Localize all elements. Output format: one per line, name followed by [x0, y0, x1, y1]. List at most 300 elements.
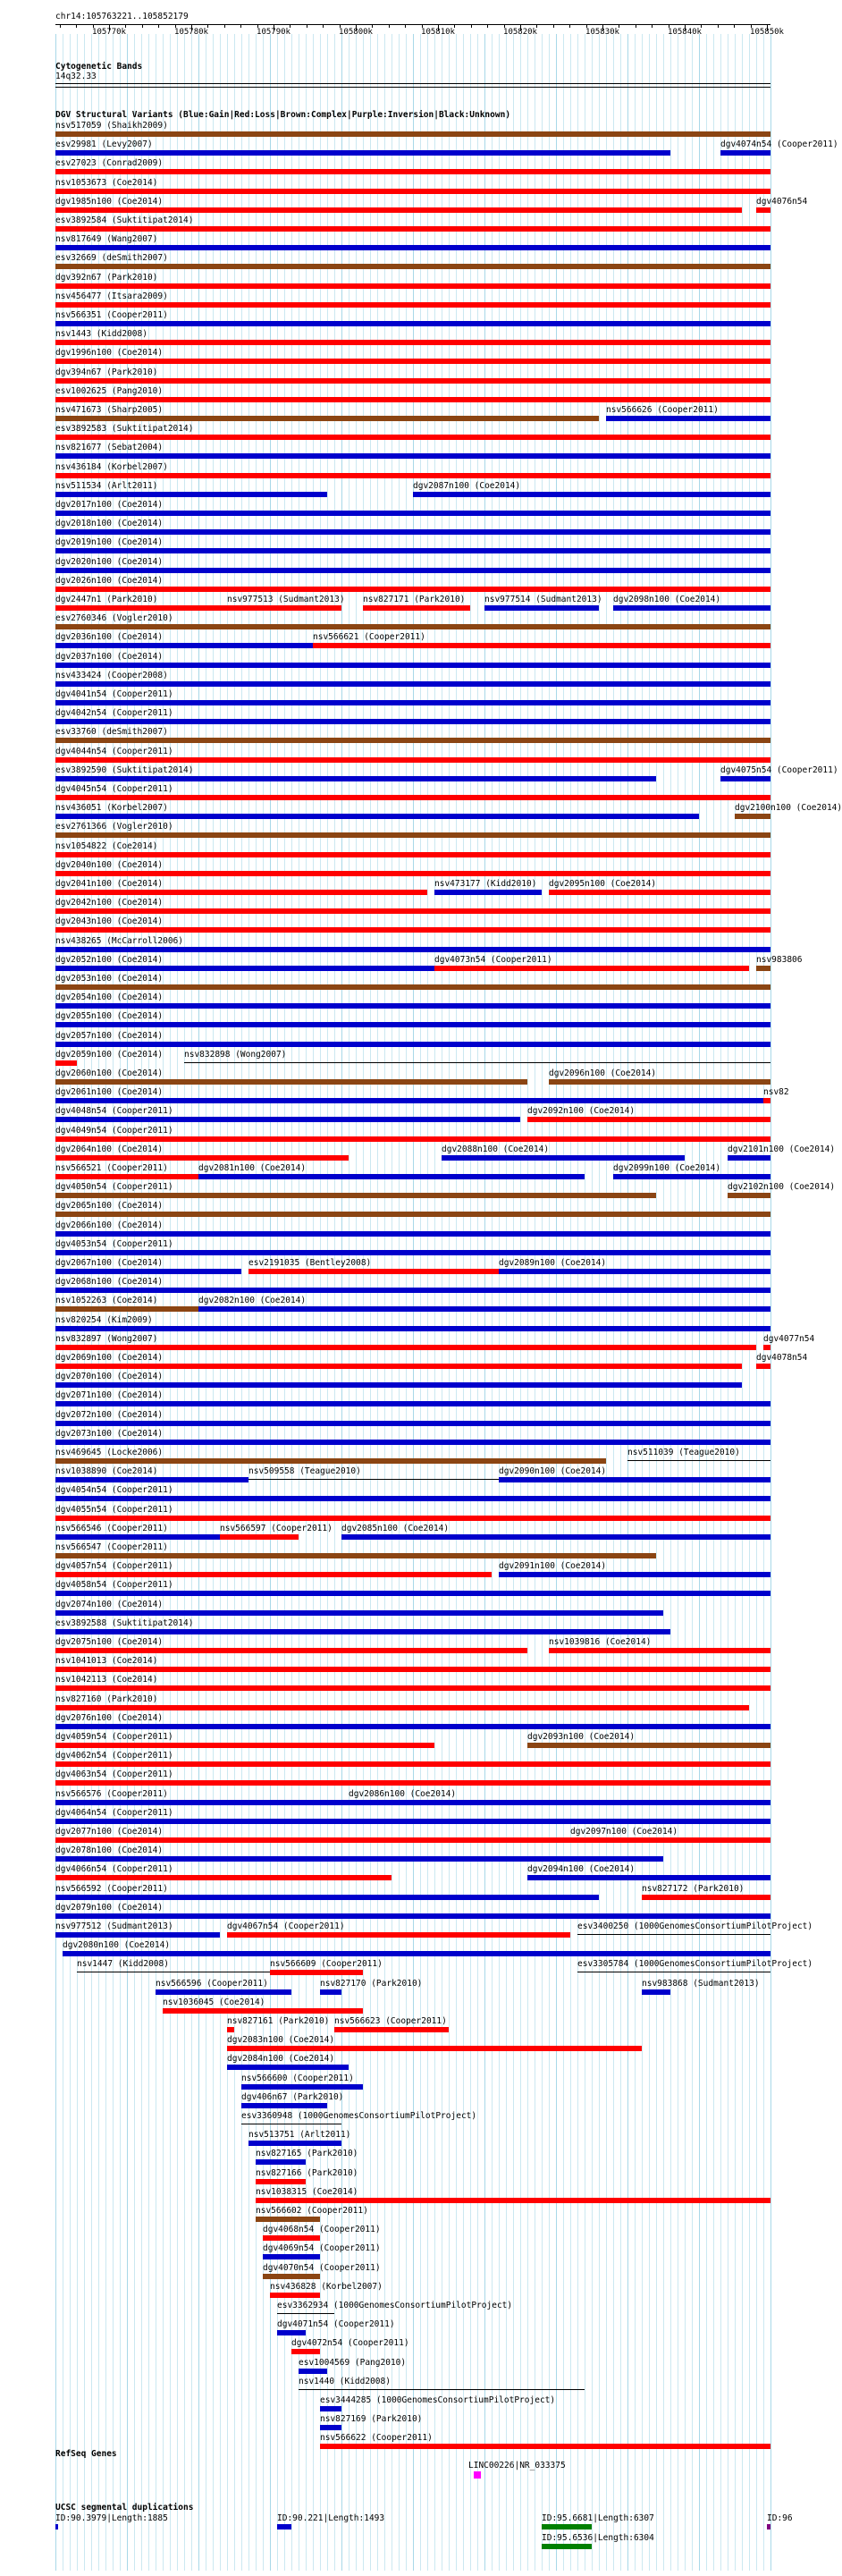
sv-feature-label[interactable]: nsv566547 (Cooper2011) — [55, 1542, 168, 1552]
sv-feature-label[interactable]: dgv4042n54 (Cooper2011) — [55, 708, 173, 718]
sv-feature-label[interactable]: nsv827170 (Park2010) — [320, 1979, 423, 1989]
sv-feature-label[interactable]: esv3444285 (1000GenomesConsortiumPilotProject) — [320, 2395, 556, 2405]
sv-feature-bar[interactable] — [627, 1460, 770, 1461]
sv-feature-label[interactable]: dgv2077n100 (Coe2014) — [55, 1827, 164, 1837]
sv-feature-label[interactable]: nsv436184 (Korbel2007) — [55, 462, 168, 472]
sv-feature-bar[interactable] — [55, 568, 770, 573]
sv-feature-bar[interactable] — [55, 1440, 770, 1445]
sv-feature-label[interactable]: nsv511039 (Teague2010) — [627, 1448, 740, 1457]
sv-feature-label[interactable]: dgv4050n54 (Cooper2011) — [55, 1182, 173, 1192]
sv-feature-bar[interactable] — [55, 226, 770, 232]
sv-feature-bar[interactable] — [527, 1117, 770, 1122]
sv-feature-label[interactable]: nsv433424 (Cooper2008) — [55, 671, 168, 680]
sv-feature-bar[interactable] — [570, 1837, 770, 1843]
sv-feature-label[interactable]: esv32669 (deSmith2007) — [55, 253, 168, 263]
sv-feature-label[interactable]: esv3360948 (1000GenomesConsortiumPilotProject) — [241, 2111, 477, 2121]
sv-feature-bar[interactable] — [55, 321, 770, 326]
sv-feature-label[interactable]: nsv827171 (Park2010) — [363, 595, 466, 604]
sv-feature-bar[interactable] — [55, 283, 770, 289]
sv-feature-label[interactable]: nsv566546 (Cooper2011) — [55, 1524, 168, 1533]
sv-feature-bar[interactable] — [642, 1989, 670, 1995]
sv-feature-bar[interactable] — [55, 1705, 749, 1710]
segdup-label[interactable]: ID:90.3979|Length:1885 — [55, 2513, 168, 2523]
sv-feature-bar[interactable] — [227, 2065, 349, 2070]
sv-feature-label[interactable]: dgv4064n54 (Cooper2011) — [55, 1808, 173, 1818]
sv-feature-bar[interactable] — [55, 795, 770, 800]
sv-feature-bar[interactable] — [55, 832, 770, 838]
sv-feature-label[interactable]: dgv4071n54 (Cooper2011) — [277, 2319, 395, 2329]
sv-feature-label[interactable]: nsv566623 (Cooper2011) — [334, 2016, 447, 2026]
sv-feature-label[interactable]: dgv4059n54 (Cooper2011) — [55, 1732, 173, 1742]
sv-feature-label[interactable]: dgv2057n100 (Coe2014) — [55, 1031, 164, 1041]
sv-feature-bar[interactable] — [55, 1477, 248, 1482]
sv-feature-bar[interactable] — [256, 2217, 320, 2222]
sv-feature-label[interactable]: esv3892583 (Suktitipat2014) — [55, 424, 194, 434]
sv-feature-bar[interactable] — [55, 453, 770, 459]
sv-feature-label[interactable]: dgv4055n54 (Cooper2011) — [55, 1505, 173, 1515]
segdup-bar[interactable] — [767, 2524, 770, 2530]
sv-feature-bar[interactable] — [499, 1269, 770, 1274]
sv-feature-bar[interactable] — [270, 2293, 320, 2298]
sv-feature-bar[interactable] — [184, 1062, 770, 1063]
sv-feature-bar[interactable] — [55, 1231, 770, 1237]
sv-feature-bar[interactable] — [320, 1989, 341, 1995]
sv-feature-label[interactable]: dgv4077n54 — [763, 1334, 815, 1344]
sv-feature-bar[interactable] — [756, 966, 770, 971]
sv-feature-bar[interactable] — [55, 738, 770, 743]
sv-feature-bar[interactable] — [55, 908, 770, 914]
sv-feature-label[interactable]: dgv2066n100 (Coe2014) — [55, 1220, 164, 1230]
sv-feature-bar[interactable] — [55, 416, 599, 421]
sv-feature-label[interactable]: dgv2082n100 (Coe2014) — [198, 1296, 307, 1305]
sv-feature-label[interactable]: dgv4068n54 (Cooper2011) — [263, 2225, 381, 2234]
sv-feature-bar[interactable] — [256, 2159, 306, 2165]
sv-feature-label[interactable]: dgv4076n54 — [756, 197, 808, 207]
sv-feature-bar[interactable] — [763, 1345, 770, 1350]
sv-feature-bar[interactable] — [277, 2313, 334, 2314]
sv-feature-bar[interactable] — [313, 643, 770, 648]
sv-feature-label[interactable]: nsv1041013 (Coe2014) — [55, 1656, 158, 1666]
sv-feature-bar[interactable] — [55, 131, 770, 137]
sv-feature-label[interactable]: esv1002625 (Pang2010) — [55, 386, 164, 396]
sv-feature-bar[interactable] — [613, 1174, 770, 1179]
sv-feature-label[interactable]: dgv4058n54 (Cooper2011) — [55, 1580, 173, 1590]
sv-feature-label[interactable]: dgv2017n100 (Coe2014) — [55, 500, 164, 510]
sv-feature-bar[interactable] — [363, 605, 470, 611]
sv-feature-bar[interactable] — [499, 1477, 770, 1482]
sv-feature-label[interactable]: nsv566600 (Cooper2011) — [241, 2073, 354, 2083]
sv-feature-label[interactable]: dgv4045n54 (Cooper2011) — [55, 784, 173, 794]
sv-feature-label[interactable]: dgv4053n54 (Cooper2011) — [55, 1239, 173, 1249]
sv-feature-label[interactable]: nsv566592 (Cooper2011) — [55, 1884, 168, 1894]
sv-feature-bar[interactable] — [527, 1875, 770, 1880]
sv-feature-bar[interactable] — [55, 1875, 392, 1880]
sv-feature-bar[interactable] — [241, 2084, 363, 2090]
sv-feature-label[interactable]: dgv2019n100 (Coe2014) — [55, 537, 164, 547]
sv-feature-label[interactable]: nsv820254 (Kim2009) — [55, 1315, 153, 1325]
segdup-bar[interactable] — [542, 2524, 592, 2530]
sv-feature-label[interactable]: dgv2071n100 (Coe2014) — [55, 1390, 164, 1400]
sv-feature-label[interactable]: esv3305784 (1000GenomesConsortiumPilotProject) — [577, 1959, 813, 1969]
sv-feature-bar[interactable] — [55, 1155, 349, 1161]
sv-feature-label[interactable]: nsv566576 (Cooper2011) — [55, 1789, 168, 1799]
sv-feature-bar[interactable] — [198, 1306, 770, 1312]
sv-feature-bar[interactable] — [55, 947, 770, 952]
sv-feature-label[interactable]: nsv1036045 (Coe2014) — [163, 1997, 265, 2007]
sv-feature-bar[interactable] — [55, 1458, 606, 1464]
sv-feature-bar[interactable] — [248, 2141, 341, 2146]
sv-feature-bar[interactable] — [549, 1648, 770, 1653]
sv-feature-label[interactable]: esv3892584 (Suktitipat2014) — [55, 215, 194, 225]
sv-feature-bar[interactable] — [55, 1193, 656, 1198]
sv-feature-bar[interactable] — [549, 890, 770, 895]
sv-feature-bar[interactable] — [55, 1913, 770, 1919]
sv-feature-label[interactable]: dgv2093n100 (Coe2014) — [527, 1732, 636, 1742]
sv-feature-label[interactable]: dgv2020n100 (Coe2014) — [55, 557, 164, 567]
sv-feature-bar[interactable] — [55, 663, 770, 668]
sv-feature-bar[interactable] — [55, 529, 770, 535]
sv-feature-label[interactable]: nsv827161 (Park2010) — [227, 2016, 330, 2026]
sv-feature-label[interactable]: esv2191035 (Bentley2008) — [248, 1258, 372, 1268]
sv-feature-label[interactable]: dgv406n67 (Park2010) — [241, 2092, 344, 2102]
sv-feature-label[interactable]: dgv2018n100 (Coe2014) — [55, 519, 164, 528]
sv-feature-label[interactable]: nsv821677 (Sebat2004) — [55, 443, 164, 452]
segdup-label[interactable]: ID:96 — [767, 2513, 793, 2523]
sv-feature-label[interactable]: dgv2052n100 (Coe2014) — [55, 955, 164, 965]
sv-feature-bar[interactable] — [499, 1572, 770, 1577]
sv-feature-label[interactable]: dgv4078n54 — [756, 1353, 808, 1363]
sv-feature-label[interactable]: dgv4069n54 (Cooper2011) — [263, 2243, 381, 2253]
sv-feature-bar[interactable] — [55, 966, 434, 971]
sv-feature-label[interactable]: dgv2076n100 (Coe2014) — [55, 1713, 164, 1723]
sv-feature-label[interactable]: dgv4067n54 (Cooper2011) — [227, 1921, 345, 1931]
sv-feature-label[interactable]: esv2760346 (Vogler2010) — [55, 613, 173, 623]
sv-feature-bar[interactable] — [55, 397, 770, 402]
sv-feature-bar[interactable] — [613, 605, 770, 611]
sv-feature-label[interactable]: dgv2055n100 (Coe2014) — [55, 1011, 164, 1021]
sv-feature-bar[interactable] — [55, 492, 327, 497]
sv-feature-bar[interactable] — [55, 1648, 527, 1653]
segdup-label[interactable]: ID:90.221|Length:1493 — [277, 2513, 385, 2523]
sv-feature-label[interactable]: dgv2073n100 (Coe2014) — [55, 1429, 164, 1439]
sv-feature-bar[interactable] — [720, 776, 770, 781]
sv-feature-bar[interactable] — [55, 1837, 570, 1843]
sv-feature-bar[interactable] — [227, 2027, 234, 2032]
sv-feature-bar[interactable] — [55, 1022, 770, 1027]
sv-feature-bar[interactable] — [55, 189, 770, 194]
sv-feature-bar[interactable] — [55, 264, 770, 269]
segdup-label[interactable]: ID:95.6681|Length:6307 — [542, 2513, 654, 2523]
sv-feature-bar[interactable] — [413, 492, 770, 497]
sv-feature-bar[interactable] — [349, 1800, 770, 1805]
sv-feature-bar[interactable] — [291, 2349, 320, 2354]
sv-feature-label[interactable]: nsv566602 (Cooper2011) — [256, 2206, 368, 2216]
sv-feature-label[interactable]: dgv2097n100 (Coe2014) — [570, 1827, 678, 1837]
sv-feature-label[interactable]: nsv566597 (Cooper2011) — [220, 1524, 333, 1533]
sv-feature-bar[interactable] — [55, 1326, 770, 1331]
sv-feature-label[interactable]: esv3400250 (1000GenomesConsortiumPilotProject) — [577, 1921, 813, 1931]
sv-feature-bar[interactable] — [756, 207, 770, 213]
sv-feature-label[interactable]: dgv4062n54 (Cooper2011) — [55, 1751, 173, 1761]
sv-feature-bar[interactable] — [55, 643, 313, 648]
sv-feature-label[interactable]: nsv1440 (Kidd2008) — [299, 2377, 391, 2386]
sv-feature-label[interactable]: nsv1443 (Kidd2008) — [55, 329, 147, 339]
sv-feature-label[interactable]: dgv2043n100 (Coe2014) — [55, 916, 164, 926]
sv-feature-label[interactable]: nsv509558 (Teague2010) — [248, 1466, 361, 1476]
sv-feature-bar[interactable] — [55, 1306, 198, 1312]
sv-feature-label[interactable]: esv3362934 (1000GenomesConsortiumPilotProject) — [277, 2301, 513, 2310]
sv-feature-label[interactable]: nsv977513 (Sudmant2013) — [227, 595, 345, 604]
sv-feature-bar[interactable] — [55, 1042, 770, 1047]
sv-feature-bar[interactable] — [55, 1932, 220, 1938]
sv-feature-label[interactable]: nsv1447 (Kidd2008) — [77, 1959, 169, 1969]
sv-feature-label[interactable]: dgv2037n100 (Coe2014) — [55, 652, 164, 662]
sv-feature-label[interactable]: dgv2041n100 (Coe2014) — [55, 879, 164, 889]
sv-feature-bar[interactable] — [55, 1895, 599, 1900]
sv-feature-bar[interactable] — [549, 1079, 770, 1085]
sv-feature-bar[interactable] — [55, 150, 670, 156]
sv-feature-label[interactable]: dgv2092n100 (Coe2014) — [527, 1106, 636, 1116]
sv-feature-label[interactable]: dgv2090n100 (Coe2014) — [499, 1466, 607, 1476]
sv-feature-bar[interactable] — [227, 605, 341, 611]
refseq-gene-label[interactable]: LINC00226|NR_033375 — [468, 2461, 566, 2470]
sv-feature-bar[interactable] — [55, 1856, 663, 1862]
sv-feature-bar[interactable] — [241, 2103, 327, 2108]
sv-feature-label[interactable]: nsv456477 (Itsara2009) — [55, 291, 168, 301]
sv-feature-label[interactable]: dgv2094n100 (Coe2014) — [527, 1864, 636, 1874]
sv-feature-bar[interactable] — [248, 1269, 499, 1274]
sv-feature-label[interactable]: esv27023 (Conrad2009) — [55, 158, 164, 168]
sv-feature-label[interactable]: dgv2091n100 (Coe2014) — [499, 1561, 607, 1571]
sv-feature-label[interactable]: dgv2101n100 (Coe2014) — [728, 1144, 836, 1154]
sv-feature-bar[interactable] — [55, 927, 770, 933]
sv-feature-bar[interactable] — [55, 302, 770, 308]
sv-feature-label[interactable]: dgv2102n100 (Coe2014) — [728, 1182, 836, 1192]
segdup-bar[interactable] — [277, 2524, 291, 2530]
sv-feature-label[interactable]: nsv1038890 (Coe2014) — [55, 1466, 158, 1476]
sv-feature-bar[interactable] — [334, 2027, 449, 2032]
sv-feature-bar[interactable] — [55, 1288, 770, 1293]
sv-feature-bar[interactable] — [55, 1174, 198, 1179]
sv-feature-bar[interactable] — [55, 435, 770, 440]
sv-feature-label[interactable]: dgv2026n100 (Coe2014) — [55, 576, 164, 586]
sv-feature-bar[interactable] — [299, 2369, 327, 2374]
sv-feature-bar[interactable] — [55, 1685, 770, 1691]
sv-feature-bar[interactable] — [55, 1610, 663, 1616]
sv-feature-label[interactable]: dgv2079n100 (Coe2014) — [55, 1903, 164, 1913]
sv-feature-bar[interactable] — [720, 150, 770, 156]
sv-feature-label[interactable]: dgv2072n100 (Coe2014) — [55, 1410, 164, 1420]
sv-feature-bar[interactable] — [320, 2425, 341, 2430]
sv-feature-bar[interactable] — [527, 1743, 770, 1748]
sv-feature-bar[interactable] — [227, 2046, 642, 2051]
sv-feature-label[interactable]: esv33760 (deSmith2007) — [55, 727, 168, 737]
sv-feature-label[interactable]: dgv2061n100 (Coe2014) — [55, 1087, 164, 1097]
sv-feature-bar[interactable] — [577, 1934, 770, 1935]
sv-feature-label[interactable]: dgv2078n100 (Coe2014) — [55, 1845, 164, 1855]
sv-feature-label[interactable]: nsv977512 (Sudmant2013) — [55, 1921, 173, 1931]
sv-feature-label[interactable]: dgv4073n54 (Cooper2011) — [434, 955, 552, 965]
sv-feature-bar[interactable] — [735, 814, 770, 819]
sv-feature-bar[interactable] — [163, 2008, 363, 2014]
sv-feature-bar[interactable] — [55, 890, 427, 895]
sv-feature-label[interactable]: dgv2070n100 (Coe2014) — [55, 1372, 164, 1381]
sv-feature-label[interactable]: dgv2064n100 (Coe2014) — [55, 1144, 164, 1154]
sv-feature-label[interactable]: dgv4075n54 (Cooper2011) — [720, 765, 838, 775]
sv-feature-label[interactable]: dgv4074n54 (Cooper2011) — [720, 139, 838, 149]
sv-feature-label[interactable]: dgv4057n54 (Cooper2011) — [55, 1561, 173, 1571]
sv-feature-label[interactable]: dgv392n67 (Park2010) — [55, 273, 158, 283]
sv-feature-label[interactable]: dgv4049n54 (Cooper2011) — [55, 1126, 173, 1136]
sv-feature-label[interactable]: dgv2069n100 (Coe2014) — [55, 1353, 164, 1363]
sv-feature-label[interactable]: nsv977514 (Sudmant2013) — [484, 595, 602, 604]
sv-feature-bar[interactable] — [55, 587, 770, 592]
sv-feature-label[interactable]: dgv2087n100 (Coe2014) — [413, 481, 521, 491]
sv-feature-bar[interactable] — [55, 207, 742, 213]
sv-feature-label[interactable]: nsv566596 (Cooper2011) — [156, 1979, 268, 1989]
sv-feature-label[interactable]: nsv513751 (Arlt2011) — [248, 2130, 351, 2140]
sv-feature-label[interactable]: dgv2100n100 (Coe2014) — [735, 803, 842, 813]
sv-feature-bar[interactable] — [55, 1743, 434, 1748]
sv-feature-bar[interactable] — [642, 1895, 770, 1900]
sv-feature-label[interactable]: dgv4054n54 (Cooper2011) — [55, 1485, 173, 1495]
sv-feature-label[interactable]: dgv2095n100 (Coe2014) — [549, 879, 657, 889]
sv-feature-label[interactable]: nsv469645 (Locke2006) — [55, 1448, 164, 1457]
sv-feature-bar[interactable] — [320, 2444, 770, 2449]
sv-feature-bar[interactable] — [55, 1534, 220, 1540]
refseq-gene-bar[interactable] — [474, 2471, 481, 2479]
sv-feature-bar[interactable] — [55, 605, 227, 611]
sv-feature-label[interactable]: dgv1996n100 (Coe2014) — [55, 348, 164, 358]
sv-feature-label[interactable]: nsv1038315 (Coe2014) — [256, 2187, 358, 2197]
sv-feature-bar[interactable] — [728, 1193, 770, 1198]
sv-feature-label[interactable]: nsv517059 (Shaikh2009) — [55, 121, 168, 131]
sv-feature-bar[interactable] — [256, 2198, 770, 2203]
sv-feature-bar[interactable] — [55, 776, 656, 781]
sv-feature-bar[interactable] — [263, 2235, 320, 2241]
sv-feature-label[interactable]: nsv983806 — [756, 955, 803, 965]
sv-feature-label[interactable]: nsv566609 (Cooper2011) — [270, 1959, 383, 1969]
sv-feature-label[interactable]: nsv827166 (Park2010) — [256, 2168, 358, 2178]
sv-feature-label[interactable]: nsv827169 (Park2010) — [320, 2414, 423, 2424]
sv-feature-label[interactable]: nsv827165 (Park2010) — [256, 2149, 358, 2158]
sv-feature-label[interactable]: dgv2075n100 (Coe2014) — [55, 1637, 164, 1647]
sv-feature-label[interactable]: nsv827160 (Park2010) — [55, 1694, 158, 1704]
sv-feature-bar[interactable] — [270, 1970, 363, 1975]
sv-feature-bar[interactable] — [55, 871, 770, 876]
sv-feature-label[interactable]: nsv566621 (Cooper2011) — [313, 632, 425, 642]
sv-feature-bar[interactable] — [55, 700, 770, 705]
sv-feature-label[interactable]: nsv471673 (Sharp2005) — [55, 405, 164, 415]
sv-feature-label[interactable]: dgv2036n100 (Coe2014) — [55, 632, 164, 642]
sv-feature-label[interactable]: dgv2054n100 (Coe2014) — [55, 992, 164, 1002]
sv-feature-label[interactable]: nsv436051 (Korbel2007) — [55, 803, 168, 813]
sv-feature-label[interactable]: dgv2053n100 (Coe2014) — [55, 974, 164, 984]
sv-feature-bar[interactable] — [55, 1136, 770, 1142]
sv-feature-label[interactable]: dgv1985n100 (Coe2014) — [55, 197, 164, 207]
sv-feature-label[interactable]: nsv832897 (Wong2007) — [55, 1334, 158, 1344]
sv-feature-label[interactable]: dgv2085n100 (Coe2014) — [341, 1524, 450, 1533]
sv-feature-bar[interactable] — [227, 1932, 570, 1938]
sv-feature-label[interactable]: dgv2099n100 (Coe2014) — [613, 1163, 721, 1173]
sv-feature-label[interactable]: nsv566521 (Cooper2011) — [55, 1163, 168, 1173]
sv-feature-bar[interactable] — [248, 1479, 499, 1480]
sv-feature-label[interactable]: dgv2059n100 (Coe2014) — [55, 1050, 164, 1060]
sv-feature-label[interactable]: dgv2096n100 (Coe2014) — [549, 1068, 657, 1078]
sv-feature-bar[interactable] — [55, 340, 770, 345]
sv-feature-label[interactable]: esv1004569 (Pang2010) — [299, 2358, 407, 2368]
sv-feature-label[interactable]: dgv4066n54 (Cooper2011) — [55, 1864, 173, 1874]
sv-feature-label[interactable]: nsv1053673 (Coe2014) — [55, 178, 158, 188]
sv-feature-bar[interactable] — [55, 1421, 770, 1426]
sv-feature-bar[interactable] — [263, 2254, 320, 2259]
sv-feature-bar[interactable] — [55, 1003, 770, 1009]
sv-feature-bar[interactable] — [55, 1496, 770, 1501]
sv-feature-label[interactable]: nsv1042113 (Coe2014) — [55, 1675, 158, 1685]
sv-feature-bar[interactable] — [55, 378, 770, 384]
sv-feature-bar[interactable] — [484, 605, 599, 611]
sv-feature-bar[interactable] — [55, 511, 770, 516]
sv-feature-label[interactable]: nsv511534 (Arlt2011) — [55, 481, 158, 491]
sv-feature-bar[interactable] — [756, 1364, 770, 1369]
sv-feature-bar[interactable] — [55, 624, 770, 629]
sv-feature-bar[interactable] — [55, 245, 770, 250]
sv-feature-bar[interactable] — [55, 1117, 520, 1122]
sv-feature-label[interactable]: dgv2081n100 (Coe2014) — [198, 1163, 307, 1173]
sv-feature-label[interactable]: nsv566351 (Cooper2011) — [55, 310, 168, 320]
sv-feature-bar[interactable] — [156, 1989, 291, 1995]
sv-feature-label[interactable]: nsv566622 (Cooper2011) — [320, 2433, 433, 2443]
sv-feature-bar[interactable] — [55, 1591, 770, 1596]
sv-feature-label[interactable]: nsv983868 (Sudmant2013) — [642, 1979, 760, 1989]
sv-feature-label[interactable]: nsv1039816 (Coe2014) — [549, 1637, 652, 1647]
sv-feature-label[interactable]: dgv2065n100 (Coe2014) — [55, 1201, 164, 1211]
sv-feature-bar[interactable] — [728, 1155, 770, 1161]
sv-feature-label[interactable]: esv3892590 (Suktitipat2014) — [55, 765, 194, 775]
sv-feature-bar[interactable] — [55, 1098, 763, 1103]
sv-feature-bar[interactable] — [220, 1534, 299, 1540]
sv-feature-label[interactable]: nsv827172 (Park2010) — [642, 1884, 745, 1894]
sv-feature-label[interactable]: dgv2080n100 (Coe2014) — [63, 1940, 171, 1950]
sv-feature-bar[interactable] — [55, 1553, 656, 1558]
segdup-label[interactable]: ID:95.6536|Length:6304 — [542, 2533, 654, 2543]
sv-feature-bar[interactable] — [198, 1174, 585, 1179]
sv-feature-bar[interactable] — [55, 1724, 770, 1729]
sv-feature-bar[interactable] — [55, 548, 770, 553]
sv-feature-label[interactable]: nsv473177 (Kidd2010) — [434, 879, 537, 889]
sv-feature-label[interactable]: dgv4048n54 (Cooper2011) — [55, 1106, 173, 1116]
sv-feature-bar[interactable] — [55, 984, 770, 990]
sv-feature-bar[interactable] — [320, 2406, 341, 2411]
sv-feature-bar[interactable] — [434, 890, 542, 895]
sv-feature-bar[interactable] — [442, 1155, 685, 1161]
sv-feature-label[interactable]: nsv436828 (Korbel2007) — [270, 2282, 383, 2292]
sv-feature-bar[interactable] — [263, 2274, 320, 2279]
sv-feature-label[interactable]: dgv2086n100 (Coe2014) — [349, 1789, 457, 1799]
sv-feature-bar[interactable] — [55, 169, 770, 174]
sv-feature-label[interactable]: dgv2084n100 (Coe2014) — [227, 2054, 335, 2064]
segdup-bar[interactable] — [55, 2524, 58, 2530]
sv-feature-label[interactable]: dgv4063n54 (Cooper2011) — [55, 1769, 173, 1779]
sv-feature-bar[interactable] — [299, 2389, 585, 2390]
sv-feature-bar[interactable] — [55, 1780, 770, 1786]
sv-feature-bar[interactable] — [55, 1761, 770, 1767]
sv-feature-bar[interactable] — [55, 1629, 670, 1634]
sv-feature-bar[interactable] — [55, 1250, 770, 1255]
sv-feature-label[interactable]: dgv4070n54 (Cooper2011) — [263, 2263, 381, 2273]
sv-feature-label[interactable]: dgv2042n100 (Coe2014) — [55, 898, 164, 908]
sv-feature-bar[interactable] — [55, 473, 770, 478]
